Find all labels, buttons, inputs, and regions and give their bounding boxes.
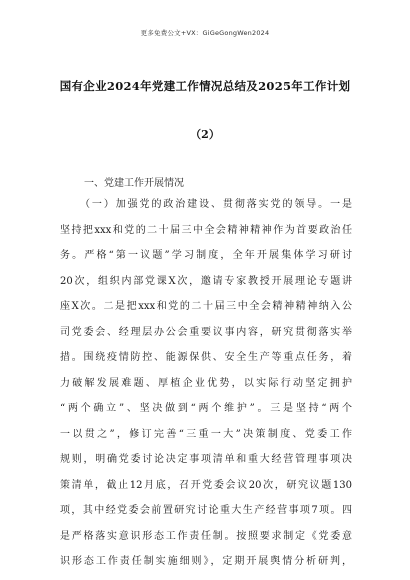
body-text	[60, 192, 352, 575]
body-line: 力破解发展难题、厚植企业优势，以实际行动坚定拥护	[60, 377, 352, 389]
body-line: 坚持把xxx和党的二十届三中全会精神精神作为首要政治任	[60, 224, 352, 236]
body-line: 识形态工作责任制实施细则》，定期开展舆情分析研判，	[60, 556, 352, 567]
body-line: 务。严格“第一议题”学习制度，全年开展集体学习研讨	[60, 250, 352, 261]
body-line: 项，其中经党委会前置研究讨论重大生产经营事项7项。四	[60, 505, 352, 516]
body-line: 座X次。二是把xxx和党的二十届三中全会精神精神纳入公	[60, 301, 352, 312]
body-line: 司党委会、经理层办公会重要议事内容，研究贯彻落实举	[60, 326, 352, 338]
body-line: 规则，明确党委讨论决定事项清单和重大经营管理事项决	[60, 454, 352, 465]
document-subtitle: （2）	[190, 128, 220, 141]
body-line: （一）加强党的政治建设、贯彻落实党的领导。一是	[80, 199, 352, 210]
body-line: 是严格落实意识形态工作责任制。按照要求制定《党委意	[60, 530, 352, 542]
body-line: 策清单，截止12月底，召开党委会议20次，研究议题130	[60, 479, 352, 491]
body-line: 20次，组织内部党课X次，邀请专家教授开展理论专题讲	[60, 275, 352, 287]
section-heading: 一、党建工作开展情况	[84, 178, 184, 189]
body-line: “两个确立”、坚决做到“两个维护”。三是坚持“两个	[60, 403, 352, 414]
document-title: 国有企业2024年党建工作情况总结及2025年工作计划	[59, 79, 351, 93]
header-note: 更多免费公文+VX：GiGeGongWen2024	[140, 29, 270, 37]
body-line: 措。围绕疫情防控、能源保供、安全生产等重点任务，着	[60, 352, 352, 363]
body-line: 一以贯之”，修订完善“三重一大”决策制度、党委工作	[60, 428, 352, 440]
